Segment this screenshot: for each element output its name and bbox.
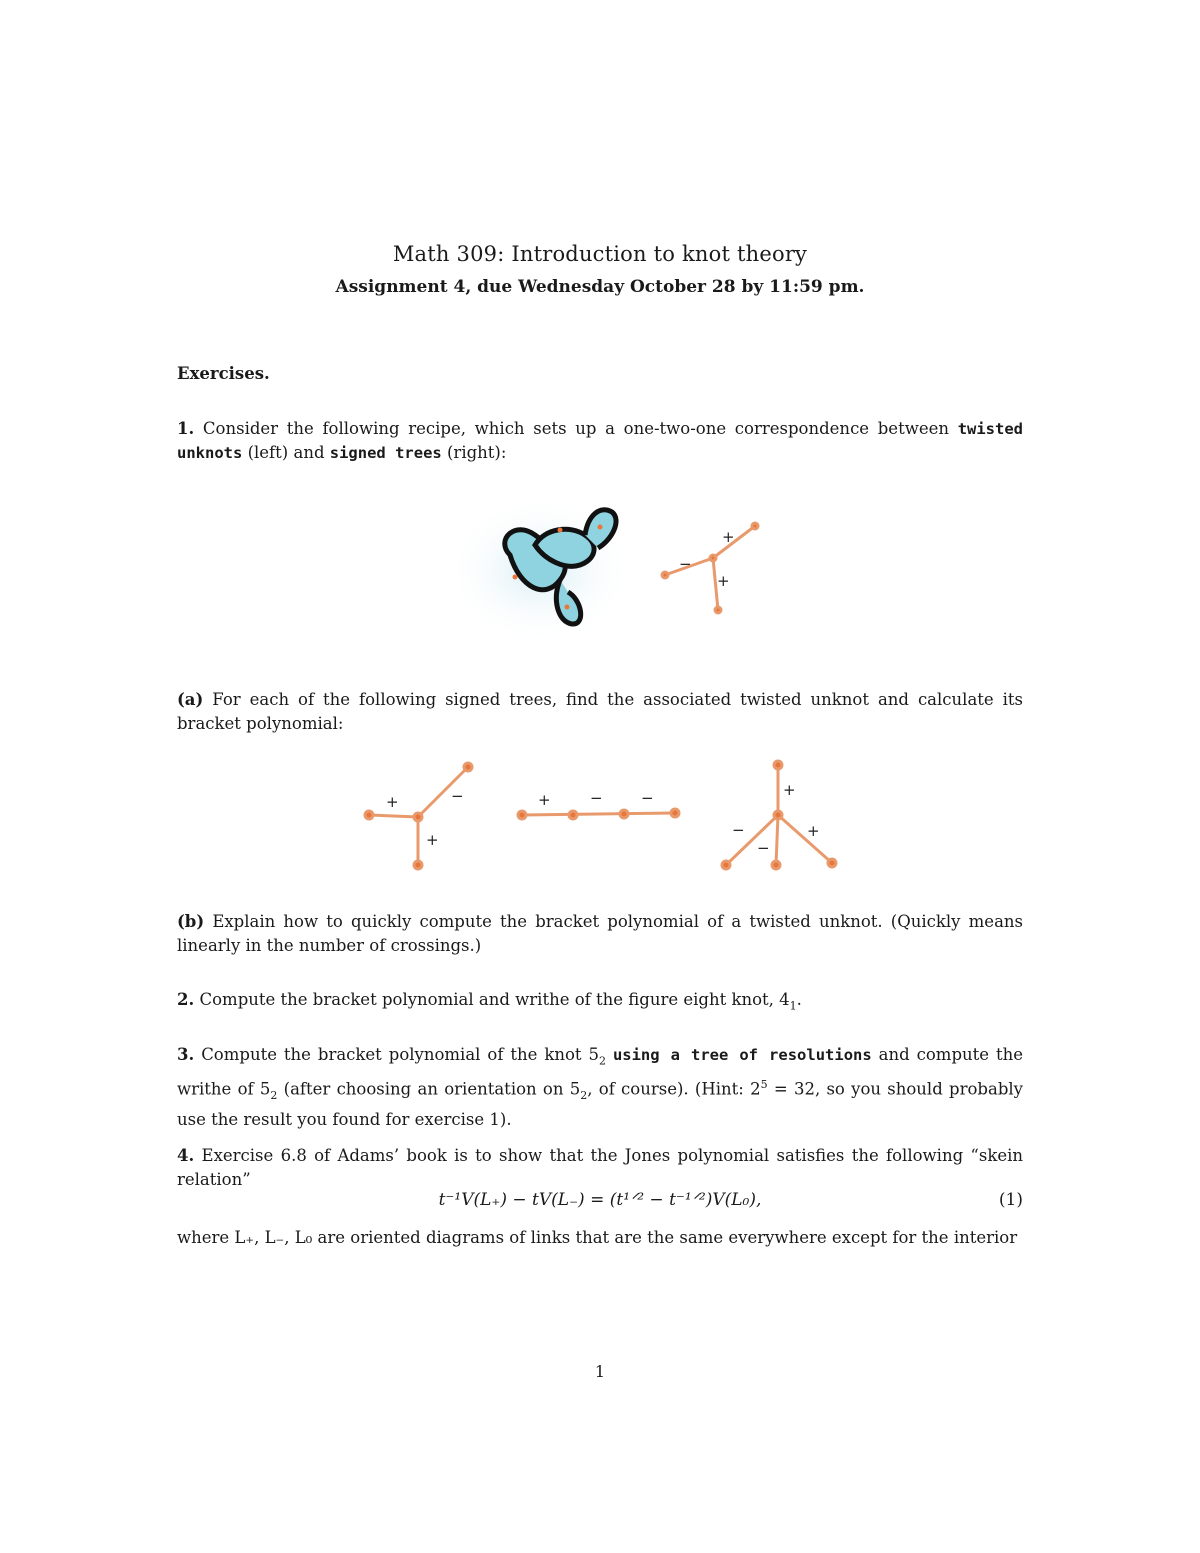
- tree-sign-label: +: [722, 528, 735, 546]
- exercise-text: Consider the following recipe, which sets up a one-two-one correspondence between: [202, 419, 949, 438]
- figure-signed-trees: [0, 755, 1200, 880]
- part-label: (a): [177, 690, 204, 709]
- page-subtitle: Assignment 4, due Wednesday October 28 by 11:59 pm.: [335, 277, 865, 297]
- tree-sign-label: +: [538, 791, 551, 809]
- signed-tree-3: [722, 761, 836, 869]
- tree-sign-label: +: [386, 793, 399, 811]
- signed-tree-1: [365, 763, 472, 869]
- superscript: 5: [760, 1078, 768, 1092]
- term-twisted-unknots: twisted unknots: [177, 420, 1024, 462]
- signed-tree-2: [518, 809, 679, 819]
- subscript: 2: [580, 1089, 588, 1103]
- page-title: Math 309: Introduction to knot theory: [392, 242, 808, 266]
- tree-sign-label: −: [641, 789, 654, 807]
- part-label: (b): [177, 912, 205, 931]
- exercise-1b: [177, 910, 1023, 958]
- skein-relation-equation: [177, 1190, 1023, 1216]
- section-heading: Exercises.: [177, 364, 270, 383]
- subscript: 2: [598, 1054, 606, 1068]
- exercise-3: [177, 1043, 1023, 1132]
- subscript: 1: [789, 999, 797, 1013]
- exercise-number: 2.: [177, 990, 195, 1009]
- exercise-text: (left) and: [247, 443, 325, 462]
- exercise-text: (after choosing an orientation on 5: [283, 1079, 581, 1099]
- subscript: 2: [270, 1089, 278, 1103]
- exercise-number: 4.: [177, 1146, 195, 1165]
- term-tree-of-resolutions: using a tree of resolutions: [612, 1046, 872, 1064]
- punctuation: .: [796, 990, 802, 1009]
- signed-tree-drawing: [662, 523, 758, 613]
- part-text: Explain how to quickly compute the bracket polynomial of a twisted unknot. (Quickly means linearly in the number of crossings.): [177, 912, 1024, 955]
- exercise-1a: [177, 688, 1023, 736]
- exercise-text: (right):: [447, 443, 507, 462]
- tree-sign-label: +: [807, 822, 820, 840]
- tree-sign-label: −: [590, 789, 603, 807]
- tree-sign-label: −: [757, 839, 770, 857]
- tree-sign-label: +: [426, 831, 439, 849]
- exercise-2: [177, 988, 1023, 1018]
- figure-unknot-tree: [0, 495, 1200, 655]
- exercise-text: = 32, so you should probably use the result you found for exercise 1).: [177, 1079, 1023, 1130]
- tree-sign-label: −: [451, 787, 464, 805]
- tree-sign-label: +: [783, 781, 796, 799]
- term-signed-trees: signed trees: [329, 444, 442, 462]
- exercise-text: Compute the bracket polynomial of the knot 5: [201, 1045, 599, 1064]
- tree-sign-label: −: [679, 555, 692, 573]
- tree-sign-label: −: [732, 821, 745, 839]
- tree-sign-label: +: [717, 572, 730, 590]
- exercise-text: , of course). (Hint: 2: [587, 1079, 761, 1099]
- exercise-number: 3.: [177, 1045, 195, 1064]
- exercise-text: Compute the bracket polynomial and writhe of the figure eight knot, 4: [199, 990, 790, 1009]
- exercise-4-continued: where L₊, L₋, L₀ are oriented diagrams of links that are the same everywhere except for the interior: [177, 1228, 1018, 1247]
- equation-number: (1): [998, 1190, 1023, 1210]
- exercise-number: 1.: [177, 419, 195, 438]
- exercise-text: Exercise 6.8 of Adams’ book is to show that the Jones polynomial satisfies the following “skein relation”: [177, 1146, 1023, 1189]
- page-number: 1: [594, 1362, 606, 1381]
- part-text: For each of the following signed trees, find the associated twisted unknot and calculate its bracket polynomial:: [177, 690, 1024, 733]
- exercise-text: and compute the writhe of 5: [177, 1045, 1023, 1099]
- exercise-4: [177, 1144, 1023, 1192]
- exercise-1: [177, 417, 1023, 465]
- equation-body: t⁻¹V(L₊) − tV(L₋) = (t¹ᐟ² − t⁻¹ᐟ²)V(L₀),: [438, 1190, 762, 1210]
- twisted-unknot-drawing: [445, 495, 635, 645]
